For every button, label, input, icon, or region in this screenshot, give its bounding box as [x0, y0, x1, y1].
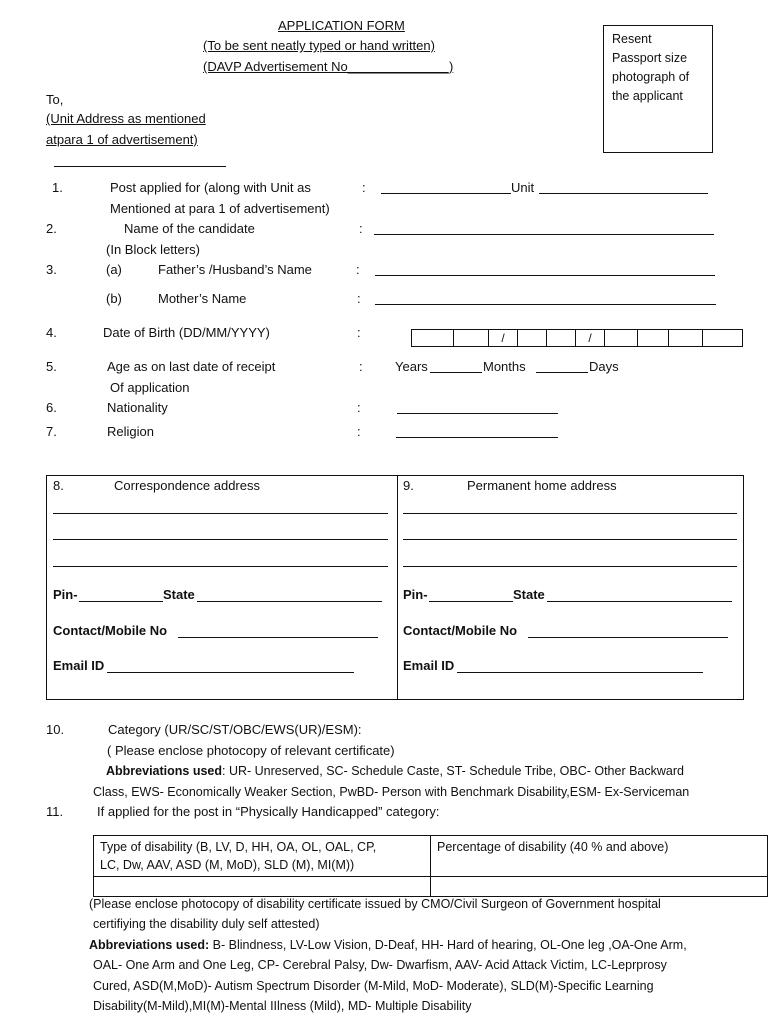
address-table [46, 475, 744, 700]
post-applied-blank[interactable] [381, 193, 511, 194]
disability-note: (Please enclose photocopy of disability certificate issued by CMO/Civil Surgeon of Government hospital [89, 897, 661, 911]
state-label: State [163, 587, 195, 602]
dob-digit-box[interactable] [605, 330, 638, 346]
field-number: 1. [52, 180, 63, 195]
colon: : [359, 221, 363, 236]
field-number: 2. [46, 221, 57, 236]
dob-digit-box[interactable] [547, 330, 576, 346]
category-abbreviations [106, 761, 684, 782]
contact-label: Contact/Mobile No [403, 623, 518, 638]
abbreviations-text: Disability(M-Mild),MI(M)-Mental IIlness (Mild), MD- Multiple Disability [93, 999, 472, 1013]
field-number: 8. [53, 478, 64, 493]
age-label: Age as on last date of receipt [107, 359, 276, 374]
field-number: 9. [403, 478, 414, 493]
disability-type-header [94, 836, 431, 877]
field-number: 3. [46, 262, 57, 277]
dob-digit-box[interactable] [412, 330, 454, 346]
age-label-2: Of application [110, 380, 190, 395]
to-address-line: (Unit Address as mentioned [46, 111, 206, 126]
permanent-address-line[interactable] [403, 513, 737, 514]
nationality-label: Nationality [107, 400, 168, 415]
form-subtitle: (To be sent neatly typed or hand written) [203, 38, 435, 53]
address-divider [397, 476, 398, 699]
dob-digit-box[interactable] [454, 330, 489, 346]
permanent-address-label: Permanent home address [467, 478, 617, 493]
dob-boxes[interactable] [411, 329, 743, 347]
pin-blank[interactable] [429, 601, 513, 602]
correspondence-address-line[interactable] [53, 513, 388, 514]
to-label: To, [46, 92, 64, 107]
years-label: Years [395, 359, 428, 374]
father-name-label: Father’s /Husband’s Name [158, 262, 312, 277]
field-number: 10. [46, 722, 65, 737]
state-blank[interactable] [547, 601, 732, 602]
permanent-address-line[interactable] [403, 566, 737, 567]
candidate-name-label: Name of the candidate [124, 221, 255, 236]
photo-box-line: Passport size [612, 51, 688, 65]
field-number: 11. [46, 804, 64, 819]
colon: : [357, 325, 361, 340]
disability-type-header-line: Type of disability (B, LV, D, HH, OA, OL, OAL, CP, [100, 840, 377, 854]
dob-separator: / [489, 330, 518, 346]
years-blank[interactable] [430, 372, 482, 373]
abbreviations-text: Class, EWS- Economically Weaker Section, PwBD- Person with Benchmark Disability,ESM- Ex-Serviceman [93, 785, 690, 799]
state-label: State [513, 587, 545, 602]
unit-label: Unit [511, 180, 535, 195]
abbreviations-text: B- Blindness, LV-Low Vision, D-Deaf, HH- Hard of hearing, OL-One leg ,OA-One Arm, [209, 938, 687, 952]
unit-blank[interactable] [539, 193, 708, 194]
disability-percentage-header: Percentage of disability (40 % and above) [431, 836, 768, 877]
photo-box-line: Resent [612, 32, 652, 46]
photo-box-line: photograph of [612, 70, 690, 84]
colon: : [357, 424, 361, 439]
contact-label: Contact/Mobile No [53, 623, 168, 638]
photo-box[interactable] [603, 25, 713, 153]
correspondence-address-line[interactable] [53, 539, 388, 540]
field-number: 4. [46, 325, 57, 340]
disability-label: If applied for the post in “Physically Handicapped” category: [97, 804, 440, 819]
disability-type-header-line: LC, Dw, AAV, ASD (M, MoD), SLD (M), MI(M)) [100, 858, 355, 872]
state-blank[interactable] [197, 601, 382, 602]
colon: : [357, 291, 361, 306]
correspondence-address-line[interactable] [53, 566, 388, 567]
colon: : [357, 400, 361, 415]
disability-table [93, 835, 768, 897]
religion-label: Religion [107, 424, 154, 439]
contact-blank[interactable] [178, 637, 378, 638]
to-address-line: atpara 1 of advertisement) [46, 132, 198, 147]
dob-label: Date of Birth (DD/MM/YYYY) [103, 325, 270, 340]
abbreviations-heading: Abbreviations used: [89, 938, 210, 952]
colon: : [359, 359, 363, 374]
colon: : [362, 180, 366, 195]
sub-item-a: (a) [106, 262, 122, 277]
advertisement-number[interactable]: (DAVP Advertisement No______________) [203, 59, 454, 74]
email-blank[interactable] [107, 672, 354, 673]
contact-blank[interactable] [528, 637, 728, 638]
pin-label: Pin- [403, 587, 428, 602]
candidate-name-label-2: (In Block letters) [106, 242, 200, 257]
religion-blank[interactable] [396, 437, 558, 438]
category-note: ( Please enclose photocopy of relevant certificate) [107, 743, 395, 758]
disability-abbreviations [89, 935, 687, 956]
dob-digit-box[interactable] [703, 330, 742, 346]
abbreviations-heading: Abbreviations used [106, 764, 222, 778]
mother-name-label: Mother’s Name [158, 291, 247, 306]
form-title: APPLICATION FORM [278, 18, 405, 33]
months-label: Months [483, 359, 526, 374]
abbreviations-text: OAL- One Arm and One Leg, CP- Cerebral Palsy, Dw- Dwarfism, AAV- Acid Attack Victim, LC-Leprprosy [93, 958, 667, 972]
abbreviations-text: Cured, ASD(M,MoD)- Autism Spectrum Disorder (M-Mild, MoD- Moderate), SLD(M)-Specific Learning [93, 979, 654, 993]
field-number: 7. [46, 424, 57, 439]
months-blank[interactable] [536, 372, 588, 373]
email-blank[interactable] [457, 672, 703, 673]
email-label: Email ID [403, 658, 455, 673]
abbreviations-text: : UR- Unreserved, SC- Schedule Caste, ST- Schedule Tribe, OBC- Other Backward [222, 764, 684, 778]
to-address-blank[interactable] [54, 166, 226, 167]
category-label[interactable]: Category (UR/SC/ST/OBC/EWS(UR)/ESM): [108, 722, 362, 737]
nationality-blank[interactable] [397, 413, 558, 414]
field-number: 5. [46, 359, 57, 374]
mother-name-blank[interactable] [375, 304, 716, 305]
colon: : [356, 262, 360, 277]
field-number: 6. [46, 400, 57, 415]
post-applied-label-2: Mentioned at para 1 of advertisement) [110, 201, 330, 216]
disability-note: certifiying the disability duly self attested) [93, 917, 320, 931]
pin-label: Pin- [53, 587, 78, 602]
permanent-address-line[interactable] [403, 539, 737, 540]
correspondence-address-label: Correspondence address [114, 478, 260, 493]
photo-box-line: the applicant [612, 89, 683, 103]
father-name-blank[interactable] [375, 275, 715, 276]
days-label: Days [589, 359, 619, 374]
dob-digit-box[interactable] [669, 330, 703, 346]
pin-blank[interactable] [79, 601, 163, 602]
dob-separator: / [576, 330, 605, 346]
candidate-name-blank[interactable] [374, 234, 714, 235]
post-applied-label: Post applied for (along with Unit as [110, 180, 311, 195]
dob-digit-box[interactable] [638, 330, 669, 346]
sub-item-b: (b) [106, 291, 122, 306]
dob-digit-box[interactable] [518, 330, 547, 346]
email-label: Email ID [53, 658, 105, 673]
